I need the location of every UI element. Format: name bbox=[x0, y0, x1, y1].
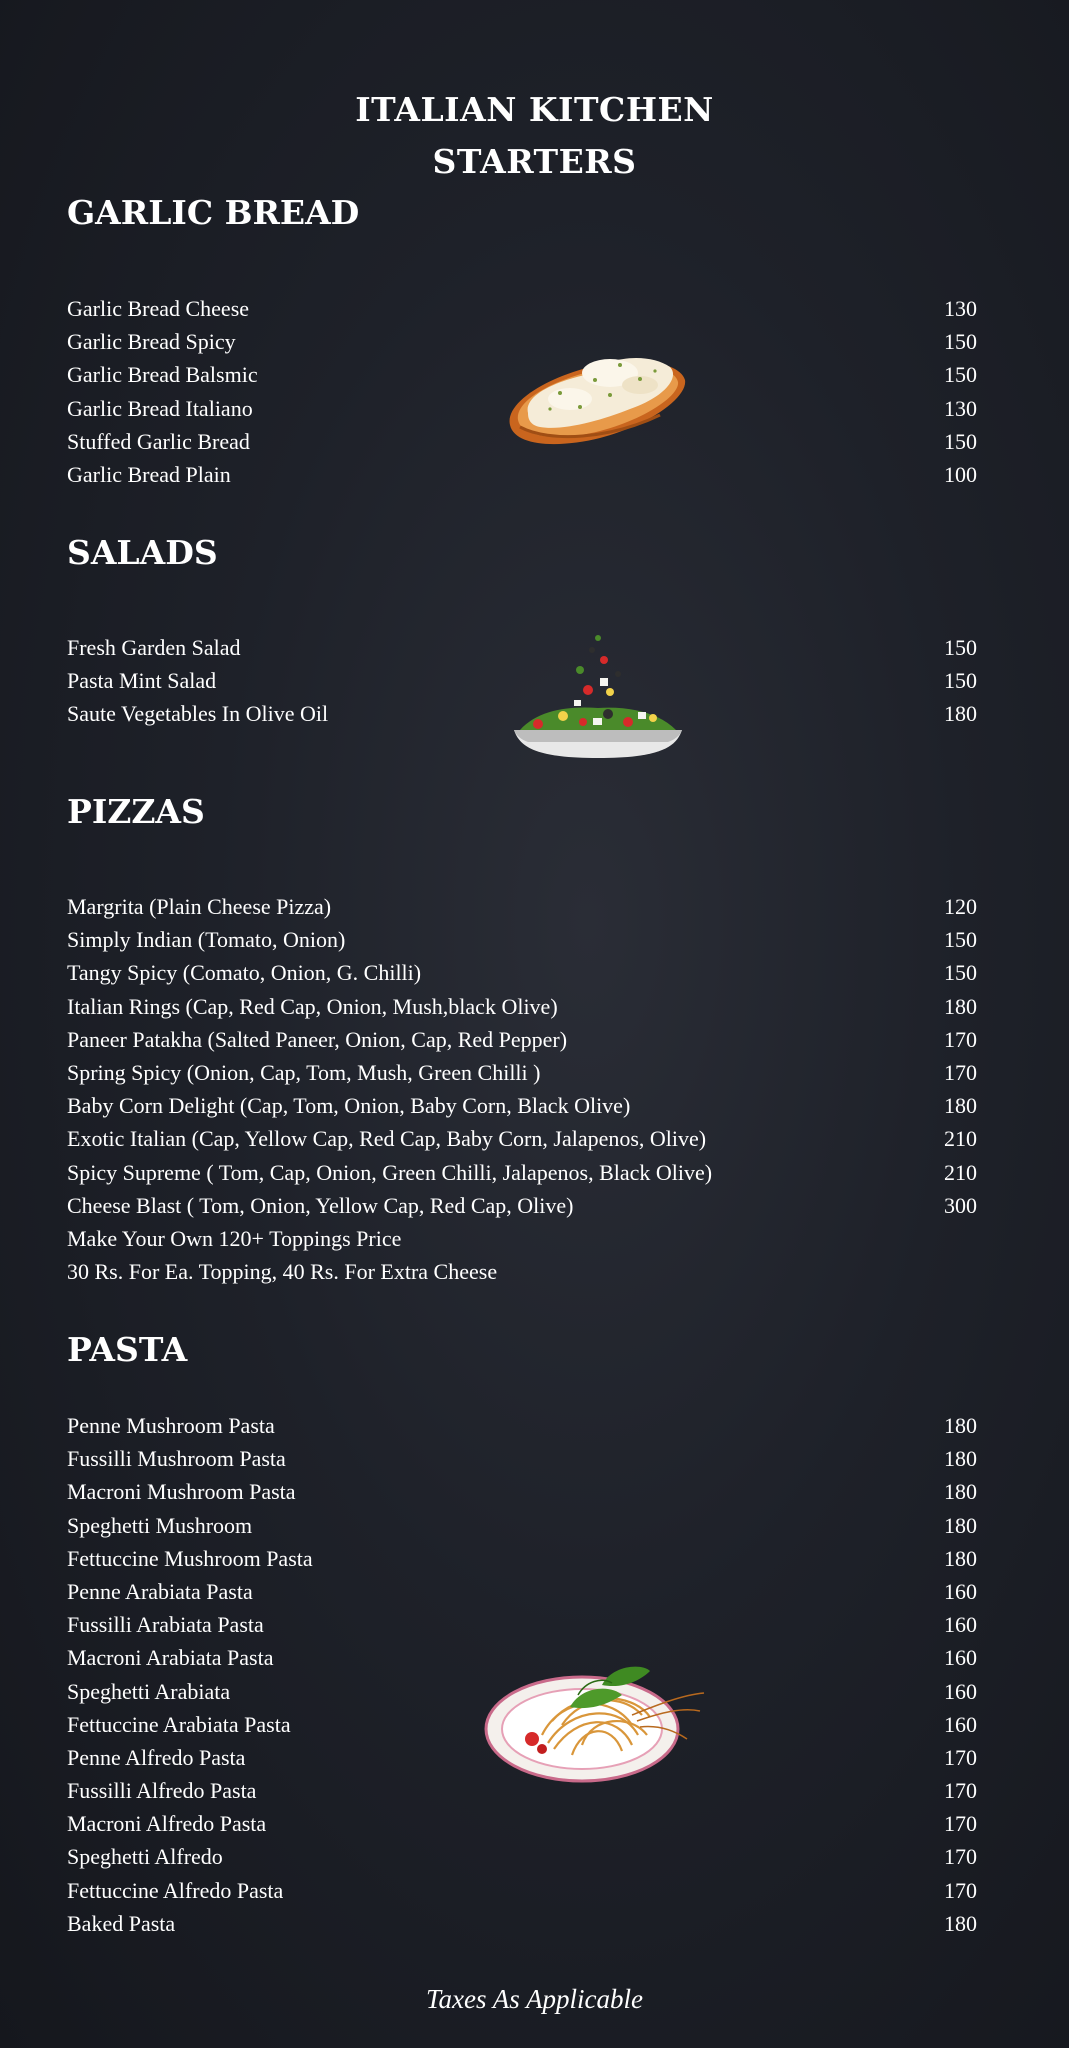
item-name: Garlic Bread Plain bbox=[67, 461, 231, 487]
item-price: 150 bbox=[944, 927, 977, 953]
item-name: Baby Corn Delight (Cap, Tom, Onion, Baby Corn, Black Olive) bbox=[67, 1093, 631, 1119]
item-price: 180 bbox=[944, 1512, 977, 1538]
item-name: Fettuccine Arabiata Pasta bbox=[67, 1711, 291, 1737]
menu-item bbox=[67, 1156, 977, 1189]
pasta-plate-illustration bbox=[482, 1655, 712, 1790]
item-price: 180 bbox=[944, 1479, 977, 1505]
menu-item bbox=[67, 1475, 977, 1508]
menu-item bbox=[67, 1409, 977, 1442]
item-name: Cheese Blast ( Tom, Onion, Yellow Cap, Red Cap, Olive) bbox=[67, 1192, 574, 1218]
item-price: 150 bbox=[944, 362, 977, 388]
section-title-garlic-bread: GARLIC BREAD bbox=[67, 193, 360, 232]
item-name: Macroni Arabiata Pasta bbox=[67, 1645, 274, 1671]
item-price: 160 bbox=[944, 1578, 977, 1604]
item-price: 170 bbox=[944, 1059, 977, 1085]
menu-item bbox=[67, 1608, 977, 1641]
item-price: 160 bbox=[944, 1645, 977, 1671]
item-price: 180 bbox=[944, 993, 977, 1019]
pizzas-list bbox=[67, 890, 977, 1288]
item-price: 170 bbox=[944, 1811, 977, 1837]
menu-item bbox=[67, 1907, 977, 1940]
item-price: 150 bbox=[944, 428, 977, 454]
menu-item bbox=[67, 1023, 977, 1056]
item-price: 180 bbox=[944, 1446, 977, 1472]
item-price: 210 bbox=[944, 1159, 977, 1185]
item-name: Spring Spicy (Onion, Cap, Tom, Mush, Green Chilli ) bbox=[67, 1059, 541, 1085]
menu-item bbox=[67, 923, 977, 956]
item-name: Baked Pasta bbox=[67, 1910, 176, 1936]
menu-item bbox=[67, 1189, 977, 1222]
salad-bowl-illustration bbox=[508, 630, 688, 765]
item-price: 100 bbox=[944, 461, 977, 487]
menu-item bbox=[67, 1056, 977, 1089]
item-price: 160 bbox=[944, 1612, 977, 1638]
item-name: Tangy Spicy (Comato, Onion, G. Chilli) bbox=[67, 960, 422, 986]
item-price: 150 bbox=[944, 635, 977, 660]
item-price: 170 bbox=[944, 1744, 977, 1770]
item-name: Penne Alfredo Pasta bbox=[67, 1744, 246, 1770]
item-price: 130 bbox=[944, 296, 977, 321]
menu-item bbox=[67, 1840, 977, 1873]
menu-item bbox=[67, 1122, 977, 1155]
item-name: Fussilli Mushroom Pasta bbox=[67, 1446, 286, 1472]
item-price: 180 bbox=[944, 1545, 977, 1571]
item-name: Saute Vegetables In Olive Oil bbox=[67, 701, 329, 727]
item-name: Penne Arabiata Pasta bbox=[67, 1578, 253, 1604]
item-price: 210 bbox=[944, 1126, 977, 1152]
item-name: Fresh Garden Salad bbox=[67, 635, 241, 660]
item-name: Margrita (Plain Cheese Pizza) bbox=[67, 894, 332, 919]
item-price: 160 bbox=[944, 1711, 977, 1737]
item-price: 170 bbox=[944, 1844, 977, 1870]
item-price: 180 bbox=[944, 1413, 977, 1438]
item-price: 150 bbox=[944, 960, 977, 986]
menu-item bbox=[67, 458, 977, 491]
item-price: 180 bbox=[944, 1910, 977, 1936]
item-name: Speghetti Arabiata bbox=[67, 1678, 231, 1704]
item-name: Fettuccine Mushroom Pasta bbox=[67, 1545, 313, 1571]
taxes-note: Taxes As Applicable bbox=[425, 1984, 643, 2014]
item-name: Garlic Bread Spicy bbox=[67, 329, 236, 355]
item-price: 120 bbox=[944, 894, 977, 919]
item-price: 180 bbox=[944, 1093, 977, 1119]
menu-item bbox=[67, 956, 977, 989]
menu-item bbox=[67, 1509, 977, 1542]
item-name: Speghetti Mushroom bbox=[67, 1512, 253, 1538]
item-name: Fussilli Alfredo Pasta bbox=[67, 1778, 257, 1804]
item-price: 160 bbox=[944, 1678, 977, 1704]
item-name: Stuffed Garlic Bread bbox=[67, 428, 250, 454]
item-price: 150 bbox=[944, 668, 977, 694]
section-title-salads: SALADS bbox=[67, 533, 218, 572]
item-name: Macroni Mushroom Pasta bbox=[67, 1479, 296, 1505]
menu-item bbox=[67, 1575, 977, 1608]
section-title-pizzas: PIZZAS bbox=[67, 792, 205, 831]
menu-item bbox=[67, 890, 977, 923]
item-name: Spicy Supreme ( Tom, Cap, Onion, Green Chilli, Jalapenos, Black Olive) bbox=[67, 1159, 713, 1185]
restaurant-title: ITALIAN KITCHEN bbox=[355, 90, 714, 129]
toppings-note: Make Your Own 120+ Toppings Price bbox=[67, 1225, 402, 1251]
menu-item bbox=[67, 1874, 977, 1907]
menu-item bbox=[67, 1442, 977, 1475]
item-price: 130 bbox=[944, 395, 977, 421]
item-name: Garlic Bread Balsmic bbox=[67, 362, 258, 388]
item-name: Garlic Bread Italiano bbox=[67, 395, 253, 421]
item-price: 180 bbox=[944, 701, 977, 727]
item-name: Paneer Patakha (Salted Paneer, Onion, Cap, Red Pepper) bbox=[67, 1026, 568, 1052]
menu-item bbox=[67, 292, 977, 325]
item-price: 170 bbox=[944, 1026, 977, 1052]
item-name: Italian Rings (Cap, Red Cap, Onion, Mush,black Olive) bbox=[67, 993, 558, 1019]
menu-item bbox=[67, 1807, 977, 1840]
item-name: Pasta Mint Salad bbox=[67, 668, 217, 694]
item-name: Exotic Italian (Cap, Yellow Cap, Red Cap, Baby Corn, Jalapenos, Olive) bbox=[67, 1126, 707, 1152]
item-name: Garlic Bread Cheese bbox=[67, 296, 250, 321]
item-price: 170 bbox=[944, 1877, 977, 1903]
item-price: 300 bbox=[944, 1192, 977, 1218]
item-price: 150 bbox=[944, 329, 977, 355]
menu-subtitle: STARTERS bbox=[432, 142, 637, 181]
menu-header bbox=[0, 84, 1069, 188]
item-name: Simply Indian (Tomato, Onion) bbox=[67, 927, 346, 953]
item-name: Penne Mushroom Pasta bbox=[67, 1413, 275, 1438]
section-title-pasta: PASTA bbox=[67, 1330, 188, 1369]
menu-item bbox=[67, 990, 977, 1023]
toppings-price-note: 30 Rs. For Ea. Topping, 40 Rs. For Extra Cheese bbox=[67, 1259, 498, 1285]
menu-item bbox=[67, 1089, 977, 1122]
menu-item bbox=[67, 1542, 977, 1575]
item-price: 170 bbox=[944, 1778, 977, 1804]
item-name: Speghetti Alfredo bbox=[67, 1844, 223, 1870]
item-name: Fettuccine Alfredo Pasta bbox=[67, 1877, 284, 1903]
item-name: Fussilli Arabiata Pasta bbox=[67, 1612, 264, 1638]
item-name: Macroni Alfredo Pasta bbox=[67, 1811, 267, 1837]
garlic-bread-illustration bbox=[500, 335, 690, 455]
